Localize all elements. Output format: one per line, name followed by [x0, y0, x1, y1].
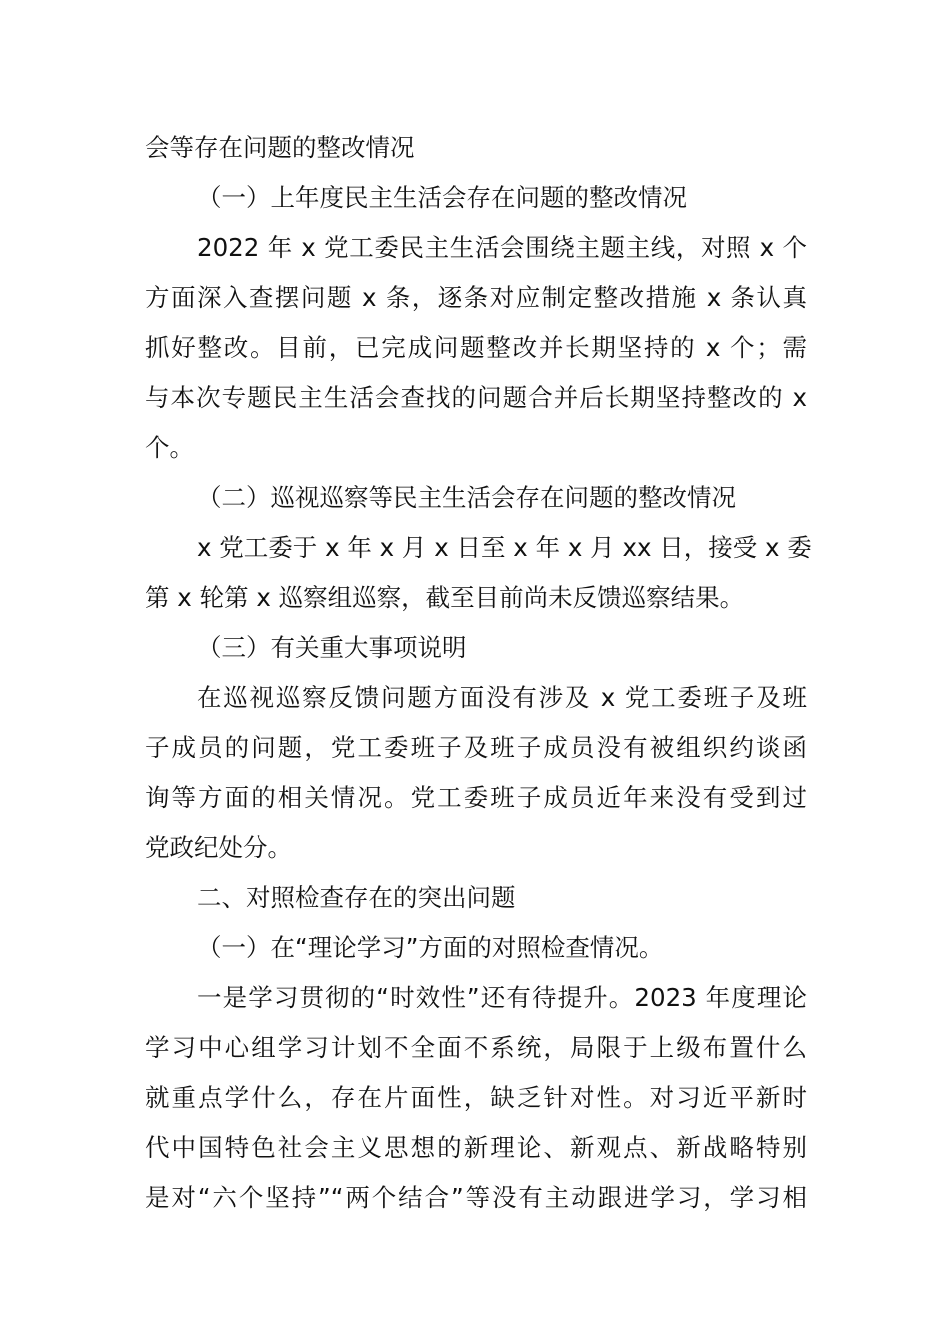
text-line: 2022 年 x 党工委民主生活会围绕主题主线，对照 x 个	[197, 233, 807, 262]
text-line: 抓好整改。目前，已完成问题整改并长期坚持的 x 个；需	[145, 333, 807, 362]
text-line: 在巡视巡察反馈问题方面没有涉及 x 党工委班子及班	[197, 683, 807, 712]
text-line: 一是学习贯彻的“时效性”还有待提升。2023 年度理论	[197, 983, 807, 1012]
text-line: （三）有关重大事项说明	[197, 633, 467, 662]
text-line: 询等方面的相关情况。党工委班子成员近年来没有受到过	[145, 783, 807, 812]
text-line: x 党工委于 x 年 x 月 x 日至 x 年 x 月 xx 日，接受 x 委	[197, 533, 812, 562]
text-line: 学习中心组学习计划不全面不系统，局限于上级布置什么	[145, 1033, 807, 1062]
text-line: 个。	[145, 433, 194, 462]
text-line: 二、对照检查存在的突出问题	[197, 883, 516, 912]
text-line: 第 x 轮第 x 巡察组巡察，截至目前尚未反馈巡察结果。	[145, 583, 745, 612]
text-line: 就重点学什么，存在片面性，缺乏针对性。对习近平新时	[145, 1083, 807, 1112]
text-line: 子成员的问题，党工委班子及班子成员没有被组织约谈函	[145, 733, 807, 762]
text-line: 党政纪处分。	[145, 833, 292, 862]
text-line: 代中国特色社会主义思想的新理论、新观点、新战略特别	[145, 1133, 807, 1162]
text-line: （一）在“理论学习”方面的对照检查情况。	[197, 933, 664, 962]
text-line: 是对“六个坚持”“两个结合”等没有主动跟进学习，学习相	[145, 1183, 807, 1212]
text-line: 与本次专题民主生活会查找的问题合并后长期坚持整改的 x	[145, 383, 807, 412]
text-line: 会等存在问题的整改情况	[145, 133, 415, 162]
text-line: （二）巡视巡察等民主生活会存在问题的整改情况	[197, 483, 736, 512]
text-line: 方面深入查摆问题 x 条，逐条对应制定整改措施 x 条认真	[145, 283, 807, 312]
text-line: （一）上年度民主生活会存在问题的整改情况	[197, 183, 687, 212]
